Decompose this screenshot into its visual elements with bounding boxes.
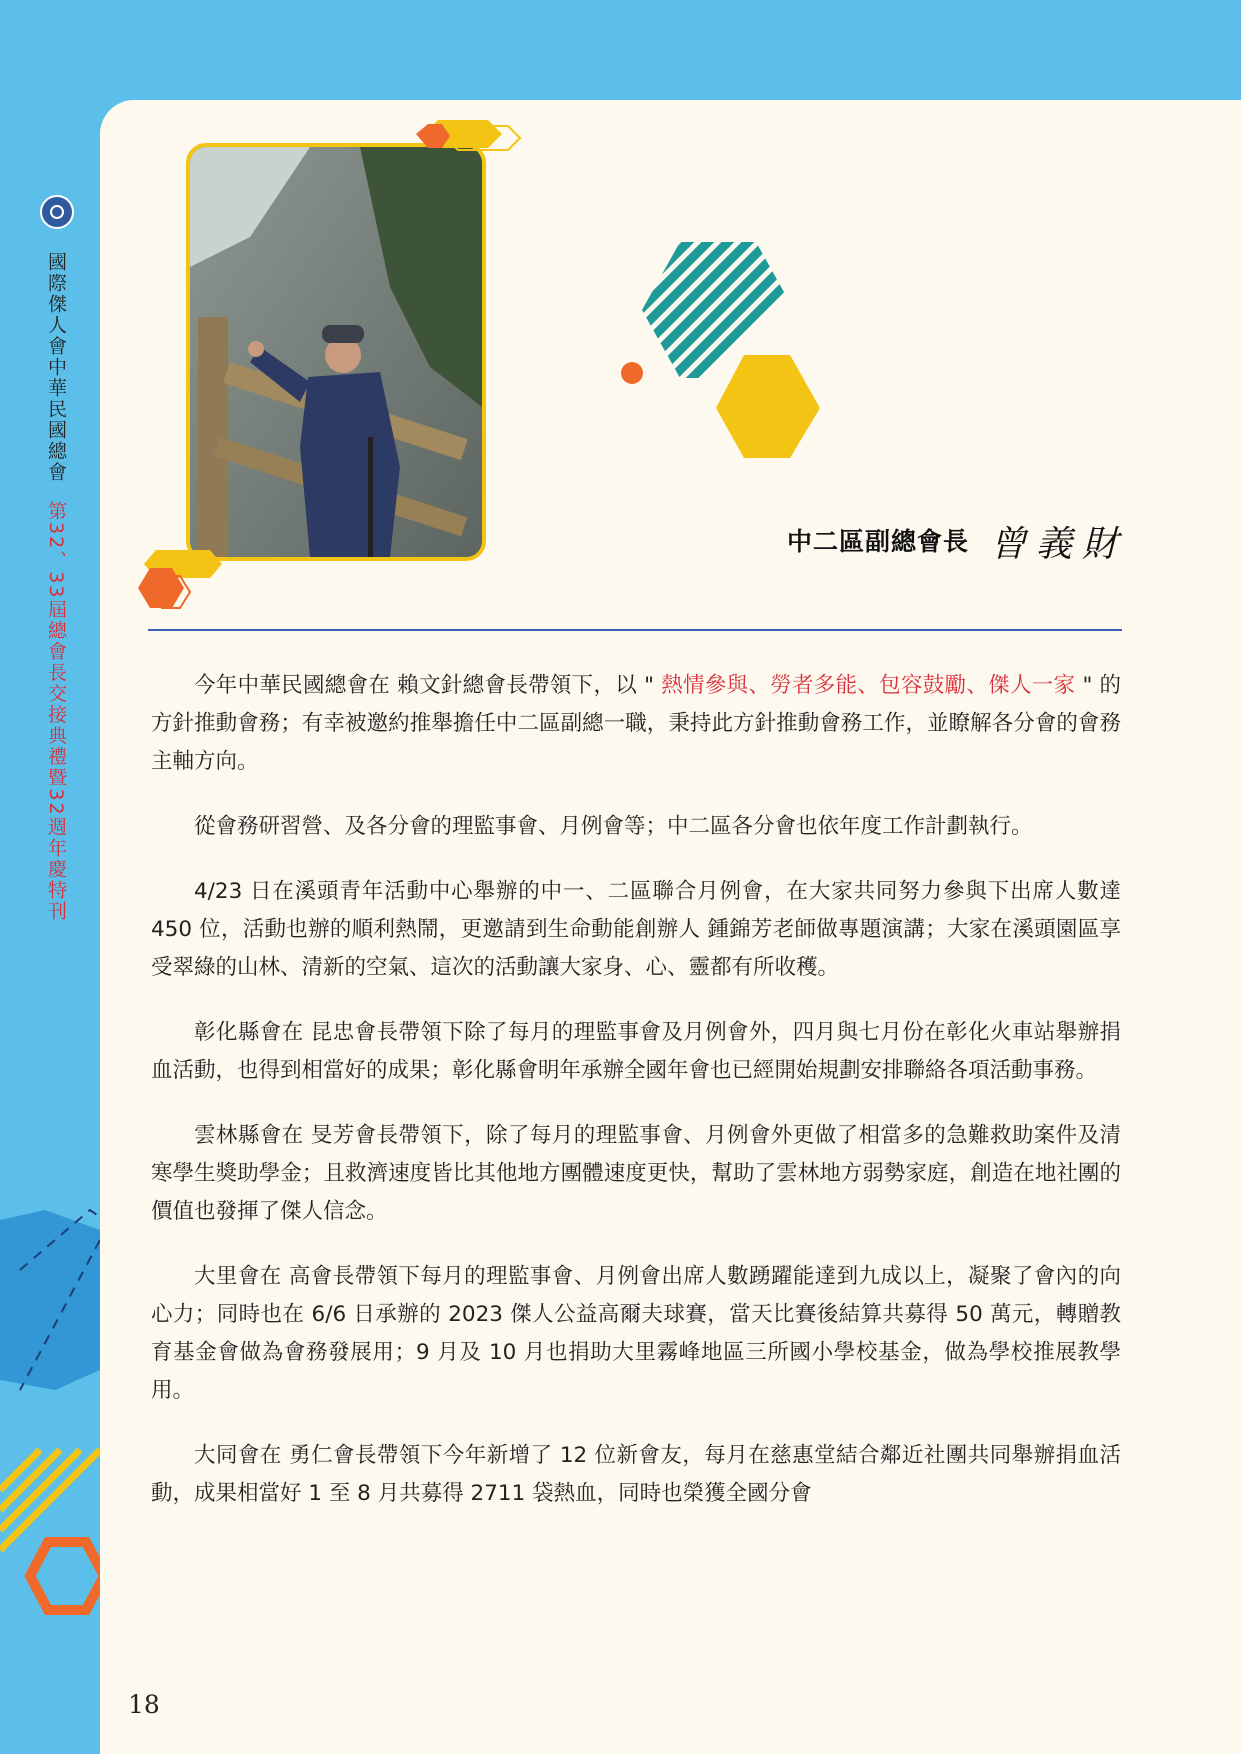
paragraph-7: 大同會在 勇仁會長帶領下今年新增了 12 位新會友，每月在慈惠堂結合鄰近社團共同舉辦捐血活動，成果相當好 1 至 8 月共募得 2711 袋熱血，同時也榮獲全國分會 <box>151 1443 1121 1506</box>
paragraph-4: 彰化縣會在 昆忠會長帶領下除了每月的理監事會及月例會外，四月與七月份在彰化火車站舉辦捐血活動，也得到相當好的成果；彰化縣會明年承辦全國年會也已經開始規劃安排聯絡各項活動事務。 <box>151 1020 1121 1083</box>
sidebar-org-title: 國際傑人會中華民國總會 <box>45 252 67 483</box>
article-body <box>151 667 1121 1540</box>
yellow-hexagon-icon <box>716 355 820 458</box>
paragraph-3: 4/23 日在溪頭青年活動中心舉辦的中一、二區聯合月例會，在大家共同努力參與下出席人數達 450 位，活動也辦的順利熱鬧，更邀請到生命動能創辦人 鍾錦芳老師做專題演講；大家在溪頭園區享受翠綠的山林、清新的空氣、這次的活動讓大家身、心、靈都有所收穫。 <box>151 879 1121 980</box>
photo-top-hexagons <box>408 116 528 156</box>
motto-highlight: 熱情參與、勞者多能、包容鼓勵、傑人一家 <box>661 673 1076 698</box>
page-title: 中二區副總會長 <box>787 527 970 556</box>
title-divider <box>148 629 1122 631</box>
geometric-decoration <box>610 240 910 470</box>
paragraph-1: 今年中華民國總會在 賴文針總會長帶領下，以 " 熱情參與、勞者多能、包容鼓勵、傑人一家 " 的方針推動會務；有幸被邀約推舉擔任中二區副總一職，秉持此方針推動會務工作，並瞭解各分會的會務主軸方向。 <box>151 673 1121 774</box>
orange-dot-icon <box>621 362 643 384</box>
photo-bottom-hexagons <box>136 546 226 616</box>
paragraph-5: 雲林縣會在 旻芳會長帶領下，除了每月的理監事會、月例會外更做了相當多的急難救助案件及清寒學生獎助學金；且救濟速度皆比其他地方團體速度更快，幫助了雲林地方弱勢家庭，創造在地社團的價值也發揮了傑人信念。 <box>151 1123 1121 1224</box>
organization-emblem-icon <box>40 195 74 229</box>
author-signature: 曾義財 <box>990 524 1129 565</box>
page-number: 18 <box>128 1690 160 1719</box>
sidebar-vertical-title <box>38 252 74 922</box>
sidebar-issue-title: 第32、33屆總會長交接典禮暨32週年慶特刊 <box>45 501 67 922</box>
blue-shape-icon <box>0 1210 100 1390</box>
portrait-photo <box>186 143 486 561</box>
paragraph-2: 從會務研習營、及各分會的理監事會、月例會等；中二區各分會也依年度工作計劃執行。 <box>194 814 1033 839</box>
paragraph-6: 大里會在 高會長帶領下每月的理監事會、月例會出席人數踴躍能達到九成以上，凝聚了會內的向心力；同時也在 6/6 日承辦的 2023 傑人公益高爾夫球賽，當天比賽後結算共募得 50 萬元，轉贈教育基金會做為會務發展用；9 月及 10 月也捐助大里霧峰地區三所國小學校基金，做為學校推展教學用。 <box>151 1264 1121 1403</box>
